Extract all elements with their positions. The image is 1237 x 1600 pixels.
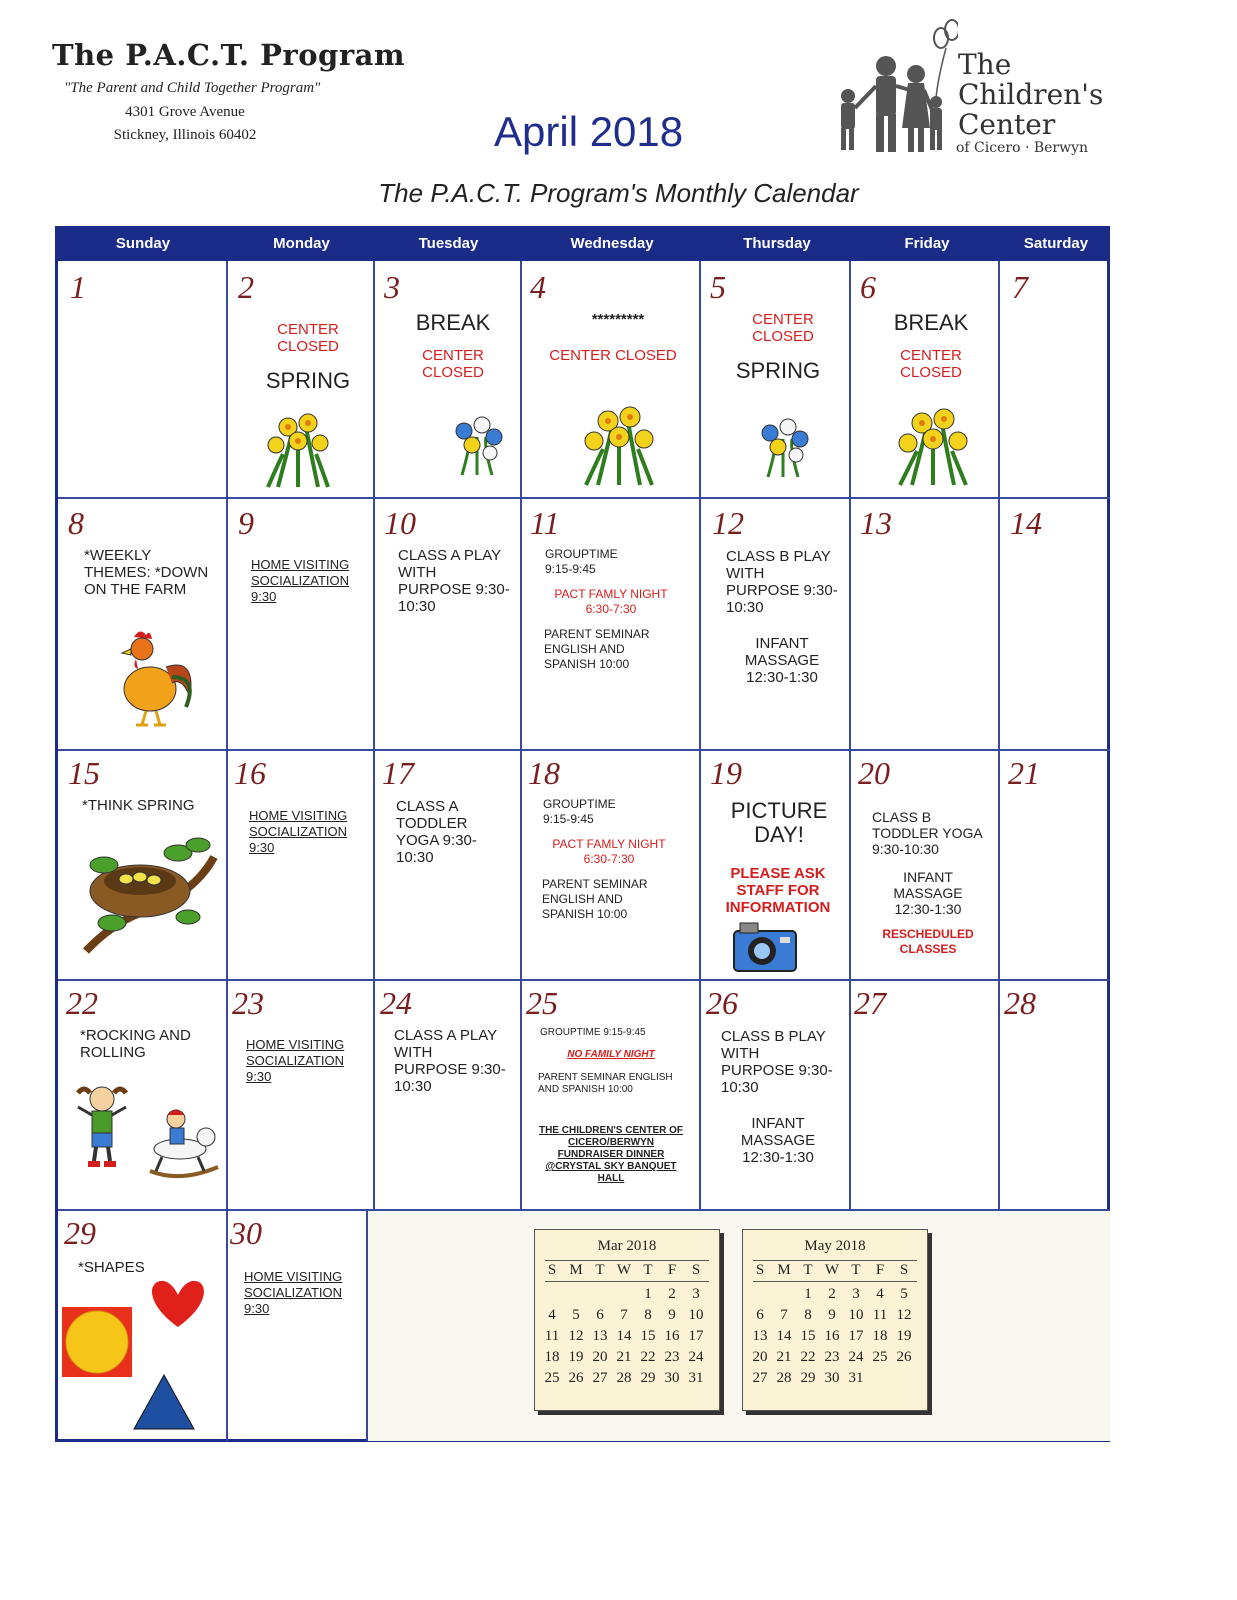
day-number: 18 (528, 755, 560, 791)
mini-calendar-weekday: F (875, 1262, 885, 1278)
event-text: 9:30 (249, 840, 275, 855)
mini-calendar-day: 13 (592, 1328, 608, 1344)
mini-calendar-weekday: M (777, 1262, 791, 1278)
kids-icon (70, 1079, 220, 1179)
event-spring: SPRING (265, 368, 351, 393)
event-center-closed (876, 347, 986, 381)
event-think-spring: *THINK SPRING (82, 797, 195, 814)
calendar-subtitle: The P.A.C.T. Program's Monthly Calendar (378, 178, 859, 208)
event-rocking-rolling: *ROCKING AND ROLLING (80, 1027, 191, 1061)
day-number: 1 (70, 269, 86, 305)
event-home-visiting[interactable] (249, 808, 347, 856)
logo-line-3: Center (958, 108, 1056, 141)
day-number: 10 (384, 505, 416, 541)
mini-calendar-day: 16 (664, 1328, 680, 1344)
mini-calendar-day: 15 (640, 1328, 656, 1344)
mini-calendar-day: 12 (568, 1328, 584, 1344)
mini-calendar-weekday: S (899, 1262, 909, 1278)
mini-calendar-day: 29 (800, 1370, 816, 1386)
mini-calendar-day: 22 (640, 1349, 656, 1365)
mini-calendar-day: 28 (776, 1370, 792, 1386)
mini-calendar-weekday: W (824, 1262, 840, 1278)
weekday-header (58, 229, 1107, 261)
mini-calendar-day: 15 (800, 1328, 816, 1344)
mini-calendar-day: 29 (640, 1370, 656, 1386)
grid-line (699, 261, 701, 1209)
event-parent-seminar: PARENT SEMINAR ENGLISH AND SPANISH 10:00 (542, 877, 648, 921)
mini-calendar-day: 13 (752, 1328, 768, 1344)
mini-calendar-day: 3 (692, 1286, 700, 1302)
event-text: SOCIALIZATION (246, 1053, 344, 1068)
mini-calendar-rule (545, 1260, 709, 1261)
event-class-b-play: CLASS B PLAY WITH PURPOSE 9:30-10:30 (721, 1028, 833, 1096)
mini-calendar-day: 26 (568, 1370, 584, 1386)
mini-calendar-weekday: T (595, 1262, 605, 1278)
day-number: 27 (854, 985, 886, 1021)
event-text: CENTER (900, 347, 962, 364)
mini-calendar-day: 30 (664, 1370, 680, 1386)
day-number: 20 (858, 755, 890, 791)
day-number: 24 (380, 985, 412, 1021)
event-spring: SPRING (735, 358, 821, 383)
nest-icon (78, 827, 218, 957)
event-picture-day: PICTURE DAY! (730, 798, 828, 847)
mini-calendar-weekday: T (803, 1262, 813, 1278)
grid-line (226, 261, 228, 1441)
grid-line (520, 261, 522, 1209)
mini-calendar-day: 22 (800, 1349, 816, 1365)
mini-calendar-day: 8 (804, 1307, 812, 1323)
mini-calendar-day: 20 (592, 1349, 608, 1365)
childrens-center-logo (828, 18, 1128, 168)
grid-line (849, 261, 851, 1209)
flower-icon (576, 401, 662, 487)
event-class-a-toddler: CLASS A TODDLER YOGA 9:30-10:30 (396, 798, 477, 866)
mini-calendar-day: 20 (752, 1349, 768, 1365)
mini-calendar-day: 23 (824, 1349, 840, 1365)
event-text: CLOSED (900, 364, 962, 381)
event-break: BREAK (893, 310, 969, 335)
mini-calendar-day: 10 (688, 1307, 704, 1323)
mini-calendar-weekday: S (755, 1262, 765, 1278)
mini-calendar-may (742, 1229, 928, 1411)
event-center-closed (258, 321, 358, 355)
event-shapes: *SHAPES (78, 1259, 145, 1276)
mini-calendar-weekday: T (643, 1262, 653, 1278)
event-class-b-play: CLASS B PLAY WITH PURPOSE 9:30-10:30 (726, 548, 838, 616)
mini-calendar-day: 2 (828, 1286, 836, 1302)
event-infant-massage: INFANT MASSAGE 12:30-1:30 (744, 635, 820, 686)
day-number: 2 (238, 269, 254, 305)
mini-calendar-day: 17 (688, 1328, 704, 1344)
mini-calendar-day: 27 (752, 1370, 768, 1386)
mini-calendar-day: 19 (896, 1328, 912, 1344)
mini-calendar-day: 6 (596, 1307, 604, 1323)
mini-calendar-rule (545, 1281, 709, 1282)
weekday-friday: Friday (904, 235, 950, 252)
program-title: The P.A.C.T. Program (52, 38, 406, 72)
mini-calendar-day: 7 (780, 1307, 788, 1323)
event-pact-family-night: PACT FAMLY NIGHT 6:30-7:30 (552, 837, 666, 866)
shapes-icon (60, 1279, 220, 1439)
logo-line-1: The (958, 48, 1012, 81)
event-parent-seminar: PARENT SEMINAR ENGLISH AND SPANISH 10:00 (538, 1072, 673, 1095)
flower-icon (748, 409, 818, 479)
mini-calendar-day: 24 (688, 1349, 704, 1365)
day-number: 21 (1008, 755, 1040, 791)
mini-calendar-weekday: T (851, 1262, 861, 1278)
day-number: 13 (860, 505, 892, 541)
mini-calendar-day: 4 (876, 1286, 884, 1302)
event-fundraiser[interactable]: THE CHILDREN'S CENTER OF CICERO/BERWYN FUNDRAISER DINNER @CRYSTAL SKY BANQUET HALL (538, 1125, 684, 1184)
event-infant-massage: INFANT MASSAGE 12:30-1:30 (893, 869, 963, 917)
mini-calendar-day: 9 (828, 1307, 836, 1323)
mini-calendar-day: 25 (872, 1349, 888, 1365)
family-silhouette-icon (828, 18, 958, 158)
day-number: 17 (382, 755, 414, 791)
mini-calendar-day: 31 (848, 1370, 864, 1386)
logo-line-4: of Cicero · Berwyn (956, 140, 1089, 156)
grid-line (373, 261, 375, 1209)
mini-calendar-day: 23 (664, 1349, 680, 1365)
mini-calendar-weekday: S (691, 1262, 701, 1278)
event-grouptime: GROUPTIME 9:15-9:45 (545, 547, 618, 576)
mini-calendar-weekday: W (616, 1262, 632, 1278)
day-number: 8 (68, 505, 84, 541)
event-text: CENTER (752, 311, 814, 328)
event-class-a-play: CLASS A PLAY WITH PURPOSE 9:30-10:30 (394, 1027, 506, 1095)
event-stars: ********* (591, 311, 645, 328)
mini-calendar-day: 4 (548, 1307, 556, 1323)
mini-calendar-day: 10 (848, 1307, 864, 1323)
day-number: 30 (230, 1215, 262, 1251)
event-text: 9:30 (246, 1069, 272, 1084)
mini-calendar-day: 24 (848, 1349, 864, 1365)
event-grouptime: GROUPTIME 9:15-9:45 (540, 1027, 646, 1038)
event-infant-massage: INFANT MASSAGE 12:30-1:30 (740, 1115, 816, 1166)
mini-calendar-day: 14 (776, 1328, 792, 1344)
mini-calendar-day: 5 (572, 1307, 580, 1323)
weekday-tuesday: Tuesday (418, 235, 479, 252)
event-center-closed (728, 311, 838, 345)
mini-calendar-day: 18 (872, 1328, 888, 1344)
heart-icon (152, 1281, 204, 1327)
weekday-wednesday: Wednesday (570, 235, 654, 252)
event-parent-seminar: PARENT SEMINAR ENGLISH AND SPANISH 10:00 (544, 627, 650, 671)
event-home-visiting[interactable] (246, 1037, 344, 1085)
day-number: 12 (712, 505, 744, 541)
mini-calendar-day: 18 (544, 1349, 560, 1365)
mini-calendar-day: 8 (644, 1307, 652, 1323)
grid-line (58, 1209, 1110, 1211)
flower-icon (890, 403, 974, 487)
flower-icon (258, 409, 338, 489)
event-rescheduled: RESCHEDULED CLASSES (882, 927, 974, 956)
mini-calendar-day: 21 (616, 1349, 632, 1365)
mini-calendar-weekday: M (569, 1262, 583, 1278)
event-center-closed: CENTER CLOSED (549, 347, 677, 364)
grid-line (58, 979, 1110, 981)
logo-line-2: Children's (958, 78, 1104, 111)
day-number: 3 (384, 269, 400, 305)
event-text: HOME VISITING (249, 808, 348, 823)
day-number: 22 (66, 985, 98, 1021)
flower-icon (442, 407, 512, 477)
day-number: 7 (1012, 269, 1028, 305)
event-text: CLOSED (422, 364, 484, 381)
mini-calendar-day: 9 (668, 1307, 676, 1323)
mini-calendar-title: May 2018 (804, 1238, 866, 1254)
weekday-saturday: Saturday (1023, 235, 1089, 252)
day-number: 28 (1004, 985, 1036, 1021)
mini-calendar-day: 17 (848, 1328, 864, 1344)
event-text: SOCIALIZATION (244, 1285, 342, 1300)
mini-calendar-day: 1 (804, 1286, 812, 1302)
weekday-thursday: Thursday (743, 235, 811, 252)
event-text: HOME VISITING (246, 1037, 345, 1052)
event-text: SOCIALIZATION (251, 573, 349, 588)
mini-calendar-day: 5 (900, 1286, 908, 1302)
event-class-b-toddler: CLASS B TODDLER YOGA 9:30-10:30 (872, 809, 982, 857)
address-line-2: Stickney, Illinois 60402 (113, 127, 257, 143)
grid-line (998, 261, 1000, 1209)
day-number: 29 (64, 1215, 96, 1251)
day-number: 26 (706, 985, 738, 1021)
mini-calendar-day: 12 (896, 1307, 912, 1323)
month-calendar (55, 226, 1110, 1442)
mini-calendar-title: Mar 2018 (597, 1238, 657, 1254)
event-text: CLOSED (277, 338, 339, 355)
event-text: CENTER (277, 321, 339, 338)
mini-calendar-day: 16 (824, 1328, 840, 1344)
mini-calendar-day: 21 (776, 1349, 792, 1365)
mini-calendar-day: 2 (668, 1286, 676, 1302)
event-no-family-night: NO FAMILY NIGHT (567, 1049, 655, 1060)
program-tagline: "The Parent and Child Together Program" (64, 80, 321, 96)
event-home-visiting[interactable] (244, 1269, 342, 1317)
mini-calendar-day: 26 (896, 1349, 912, 1365)
event-text: CENTER (422, 347, 484, 364)
event-pact-family-night: PACT FAMLY NIGHT 6:30-7:30 (554, 587, 668, 616)
mini-calendar-day: 11 (544, 1328, 560, 1344)
mini-calendar-rule (753, 1281, 917, 1282)
mini-calendar-day: 25 (544, 1370, 560, 1386)
rooster-icon (106, 627, 196, 731)
day-number: 14 (1010, 505, 1042, 541)
mini-calendar-rule (753, 1260, 917, 1261)
mini-calendar-day: 6 (756, 1307, 764, 1323)
day-number: 11 (530, 505, 560, 541)
day-number: 5 (710, 269, 726, 305)
event-please-ask: PLEASE ASK STAFF FOR INFORMATION (725, 865, 831, 916)
empty-cells-area (368, 1209, 1110, 1441)
day-number: 16 (234, 755, 266, 791)
day-number: 6 (860, 269, 876, 305)
day-number: 25 (526, 985, 558, 1021)
mini-calendar-day: 30 (824, 1370, 840, 1386)
day-number: 23 (232, 985, 264, 1021)
mini-calendar-day: 7 (620, 1307, 628, 1323)
mini-calendar-day: 27 (592, 1370, 608, 1386)
address-line-1: 4301 Grove Avenue (125, 104, 245, 120)
event-text: HOME VISITING (251, 557, 350, 572)
day-number: 9 (238, 505, 254, 541)
event-break: BREAK (415, 310, 491, 335)
mini-calendar-day: 31 (688, 1370, 704, 1386)
month-title: April 2018 (494, 108, 684, 155)
grid-line (58, 497, 1110, 499)
mini-calendar-march (534, 1229, 720, 1411)
grid-line (366, 1209, 368, 1441)
day-number: 4 (530, 269, 546, 305)
event-text: HOME VISITING (244, 1269, 343, 1284)
weekday-sunday: Sunday (115, 235, 171, 252)
day-number: 19 (710, 755, 742, 791)
event-text: 9:30 (251, 589, 277, 604)
mini-calendar-weekday: F (667, 1262, 677, 1278)
event-grouptime: GROUPTIME 9:15-9:45 (543, 797, 616, 826)
mini-calendar-day: 19 (568, 1349, 584, 1365)
camera-icon (732, 919, 798, 975)
mini-calendar-day: 28 (616, 1370, 632, 1386)
mini-calendar-weekday: S (547, 1262, 557, 1278)
event-class-a-play: CLASS A PLAY WITH PURPOSE 9:30-10:30 (398, 547, 510, 615)
mini-calendar-day: 11 (872, 1307, 888, 1323)
mini-calendar-day: 14 (616, 1328, 632, 1344)
event-text: 9:30 (244, 1301, 270, 1316)
event-text: CLOSED (752, 328, 814, 345)
mini-calendar-day: 1 (644, 1286, 652, 1302)
grid-line (58, 749, 1110, 751)
day-number: 15 (68, 755, 100, 791)
event-center-closed (398, 347, 508, 381)
event-text: SOCIALIZATION (249, 824, 347, 839)
event-home-visiting[interactable] (251, 557, 349, 605)
mini-calendar-day: 3 (852, 1286, 860, 1302)
triangle-icon (134, 1375, 194, 1429)
weekday-monday: Monday (273, 235, 330, 252)
event-weekly-themes: *WEEKLY THEMES: *DOWN ON THE FARM (84, 547, 209, 598)
